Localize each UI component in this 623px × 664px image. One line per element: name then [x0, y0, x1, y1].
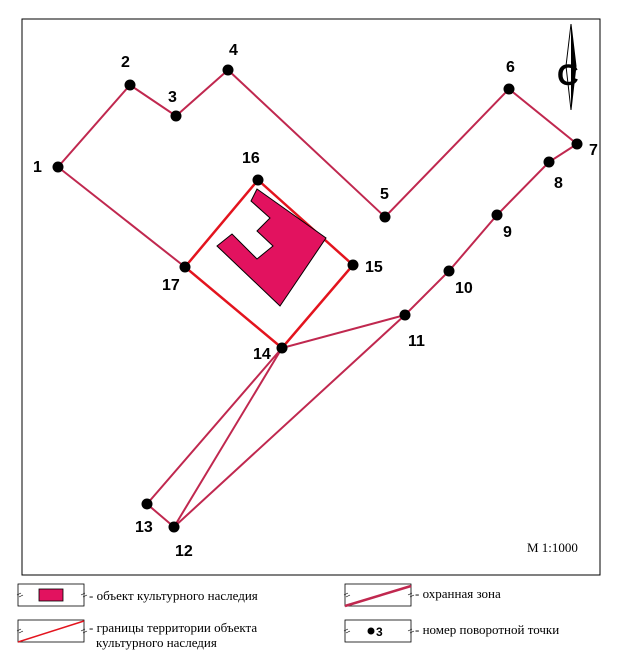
turning-point: [348, 260, 359, 271]
legend-object-swatch: [17, 584, 87, 606]
legend-point-sample: 3: [376, 625, 383, 639]
protective-zone-boundary-segment: [58, 167, 185, 267]
turning-point: [142, 499, 153, 510]
turning-point: [171, 111, 182, 122]
point-label: 7: [589, 142, 598, 159]
legend-point-swatch: [344, 620, 414, 642]
turning-point: [180, 262, 191, 273]
point-label: 8: [554, 175, 563, 192]
turning-point: [504, 84, 515, 95]
turning-point: [400, 310, 411, 321]
point-label: 14: [253, 346, 271, 363]
legend-object-label: - объект культурного наследия: [89, 588, 258, 603]
point-labels: [33, 42, 598, 560]
north-label: С: [557, 59, 579, 92]
turning-point: [53, 162, 64, 173]
point-label: 2: [121, 54, 130, 71]
point-label: 16: [242, 150, 260, 167]
turning-point: [492, 210, 503, 221]
turning-point: [169, 522, 180, 533]
turning-point: [223, 65, 234, 76]
point-label: 12: [175, 543, 193, 560]
legend-zone-label: - охранная зона: [415, 586, 501, 601]
turning-point: [380, 212, 391, 223]
point-label: 3: [168, 89, 177, 106]
protective-zone-boundary: [58, 70, 577, 527]
point-label: 13: [135, 519, 153, 536]
legend-zone-swatch: [344, 584, 414, 606]
turning-point: [125, 80, 136, 91]
turning-point: [572, 139, 583, 150]
map-scale: М 1:1000: [527, 540, 578, 555]
point-label: 6: [506, 59, 515, 76]
point-label: 5: [380, 186, 389, 203]
legend-border-label-line2: культурного наследия: [96, 635, 217, 650]
legend-border-swatch: [17, 620, 87, 642]
point-label: 17: [162, 277, 180, 294]
point-label: 9: [503, 224, 512, 241]
heritage-object: [217, 189, 326, 306]
turning-point: [444, 266, 455, 277]
north-arrow-icon: [557, 24, 579, 110]
point-label: 10: [455, 280, 473, 297]
turning-points: [53, 65, 583, 533]
point-label: 15: [365, 259, 383, 276]
point-label: 11: [408, 333, 425, 350]
legend: [17, 584, 559, 650]
turning-point: [253, 175, 264, 186]
turning-point: [544, 157, 555, 168]
turning-point: [277, 343, 288, 354]
point-label: 4: [229, 42, 238, 59]
map-frame: [22, 19, 600, 575]
legend-border-label-line1: - границы территории объекта: [89, 620, 258, 635]
legend-point-label: - номер поворотной точки: [415, 622, 560, 637]
point-label: 1: [33, 159, 42, 176]
